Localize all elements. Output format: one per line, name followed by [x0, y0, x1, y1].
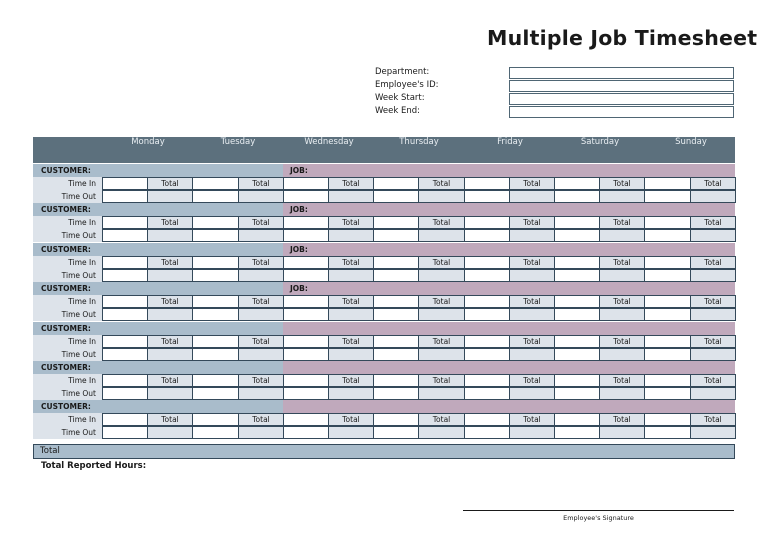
time-cell[interactable]: [464, 413, 510, 426]
job-label: JOB:: [290, 166, 308, 175]
job-band[interactable]: [283, 361, 735, 374]
time-cell[interactable]: [554, 348, 600, 361]
total-cell[interactable]: [418, 348, 465, 361]
time-cell[interactable]: [554, 216, 600, 229]
job-band[interactable]: [283, 400, 735, 413]
customer-band[interactable]: [33, 361, 283, 374]
total-cell[interactable]: [418, 426, 465, 439]
total-cell[interactable]: Total: [238, 295, 284, 308]
total-cell[interactable]: [418, 269, 465, 282]
total-cell[interactable]: [599, 348, 645, 361]
time-out-label: Time Out: [33, 348, 102, 361]
time-cell[interactable]: [554, 295, 600, 308]
time-cell[interactable]: [192, 348, 239, 361]
time-cell[interactable]: [554, 177, 600, 190]
time-cell[interactable]: [644, 374, 691, 387]
total-cell[interactable]: Total: [418, 216, 465, 229]
time-cell[interactable]: [283, 348, 329, 361]
time-cell[interactable]: [554, 387, 600, 400]
total-cell[interactable]: Total: [509, 177, 555, 190]
total-cell[interactable]: [328, 426, 374, 439]
total-cell[interactable]: Total: [328, 413, 374, 426]
time-cell[interactable]: [554, 374, 600, 387]
week-end-field[interactable]: [509, 106, 734, 118]
time-cell[interactable]: [192, 308, 239, 321]
time-cell[interactable]: [464, 269, 510, 282]
total-cell[interactable]: Total: [418, 295, 465, 308]
time-cell[interactable]: [102, 190, 148, 203]
total-cell[interactable]: Total: [328, 177, 374, 190]
total-cell[interactable]: Total: [690, 216, 736, 229]
total-cell[interactable]: [238, 308, 284, 321]
total-cell[interactable]: Total: [328, 216, 374, 229]
total-cell[interactable]: Total: [328, 256, 374, 269]
total-cell[interactable]: Total: [238, 216, 284, 229]
time-cell[interactable]: [464, 216, 510, 229]
total-cell[interactable]: [509, 426, 555, 439]
time-cell[interactable]: [192, 190, 239, 203]
total-cell[interactable]: [509, 269, 555, 282]
job-label: JOB:: [290, 284, 308, 293]
job-band[interactable]: [283, 203, 735, 216]
time-cell[interactable]: [102, 256, 148, 269]
time-cell[interactable]: [283, 190, 329, 203]
time-cell[interactable]: [283, 308, 329, 321]
total-cell[interactable]: Total: [238, 177, 284, 190]
time-cell[interactable]: [464, 335, 510, 348]
total-cell[interactable]: [328, 308, 374, 321]
time-cell[interactable]: [102, 177, 148, 190]
time-cell[interactable]: [192, 177, 239, 190]
time-cell[interactable]: [644, 308, 691, 321]
time-cell[interactable]: [102, 269, 148, 282]
total-cell[interactable]: [509, 190, 555, 203]
time-cell[interactable]: [644, 256, 691, 269]
customer-band[interactable]: [33, 282, 283, 295]
total-cell[interactable]: [328, 229, 374, 242]
time-out-label: Time Out: [33, 229, 102, 242]
time-cell[interactable]: [644, 295, 691, 308]
customer-band[interactable]: [33, 203, 283, 216]
total-cell[interactable]: Total: [509, 374, 555, 387]
total-cell[interactable]: [690, 269, 736, 282]
time-cell[interactable]: [192, 413, 239, 426]
time-cell[interactable]: [192, 426, 239, 439]
time-cell[interactable]: [373, 308, 419, 321]
time-out-label: Time Out: [33, 308, 102, 321]
customer-label: CUSTOMER:: [41, 205, 91, 214]
time-cell[interactable]: [373, 256, 419, 269]
total-cell[interactable]: Total: [147, 335, 193, 348]
page-title: Multiple Job Timesheet: [487, 26, 758, 50]
time-cell[interactable]: [464, 177, 510, 190]
job-band[interactable]: [283, 322, 735, 335]
time-cell[interactable]: [283, 177, 329, 190]
total-cell[interactable]: Total: [690, 413, 736, 426]
time-out-label: Time Out: [33, 269, 102, 282]
total-cell[interactable]: [509, 229, 555, 242]
customer-band[interactable]: [33, 243, 283, 256]
time-cell[interactable]: [283, 413, 329, 426]
time-cell[interactable]: [464, 190, 510, 203]
total-cell[interactable]: [599, 387, 645, 400]
time-cell[interactable]: [102, 308, 148, 321]
time-cell[interactable]: [644, 269, 691, 282]
total-cell[interactable]: [599, 190, 645, 203]
time-cell[interactable]: [373, 229, 419, 242]
customer-label: CUSTOMER:: [41, 324, 91, 333]
time-cell[interactable]: [554, 308, 600, 321]
total-cell[interactable]: Total: [690, 295, 736, 308]
total-cell[interactable]: [690, 190, 736, 203]
time-cell[interactable]: [102, 295, 148, 308]
time-cell[interactable]: [192, 335, 239, 348]
total-cell[interactable]: [147, 426, 193, 439]
total-cell[interactable]: [418, 190, 465, 203]
time-cell[interactable]: [192, 387, 239, 400]
total-cell[interactable]: Total: [238, 256, 284, 269]
customer-label: CUSTOMER:: [41, 363, 91, 372]
total-cell[interactable]: [147, 308, 193, 321]
total-cell[interactable]: [147, 387, 193, 400]
total-cell[interactable]: Total: [690, 374, 736, 387]
total-cell[interactable]: Total: [509, 413, 555, 426]
week-end-label: Week End:: [375, 106, 421, 116]
total-cell[interactable]: [238, 190, 284, 203]
time-cell[interactable]: [102, 216, 148, 229]
time-cell[interactable]: [554, 426, 600, 439]
total-cell[interactable]: Total: [599, 413, 645, 426]
total-cell[interactable]: Total: [418, 374, 465, 387]
total-cell[interactable]: [147, 348, 193, 361]
time-cell[interactable]: [102, 229, 148, 242]
total-cell[interactable]: Total: [147, 295, 193, 308]
time-cell[interactable]: [464, 256, 510, 269]
customer-band[interactable]: [33, 164, 283, 177]
total-cell[interactable]: Total: [147, 374, 193, 387]
time-cell[interactable]: [373, 269, 419, 282]
time-cell[interactable]: [192, 295, 239, 308]
time-cell[interactable]: [373, 387, 419, 400]
employee-id-field[interactable]: [509, 80, 734, 92]
time-cell[interactable]: [283, 216, 329, 229]
time-cell[interactable]: [192, 229, 239, 242]
total-cell[interactable]: [418, 229, 465, 242]
time-cell[interactable]: [373, 426, 419, 439]
time-in-label: Time In: [33, 413, 102, 426]
total-cell[interactable]: Total: [418, 177, 465, 190]
time-cell[interactable]: [283, 335, 329, 348]
total-cell[interactable]: [509, 387, 555, 400]
time-cell[interactable]: [464, 426, 510, 439]
total-cell[interactable]: [509, 308, 555, 321]
total-cell[interactable]: Total: [147, 177, 193, 190]
time-cell[interactable]: [192, 256, 239, 269]
time-cell[interactable]: [464, 229, 510, 242]
time-cell[interactable]: [192, 269, 239, 282]
time-cell[interactable]: [554, 256, 600, 269]
total-bar: Total: [33, 444, 735, 459]
time-in-label: Time In: [33, 216, 102, 229]
total-cell[interactable]: [238, 229, 284, 242]
total-cell[interactable]: [599, 426, 645, 439]
customer-label: CUSTOMER:: [41, 284, 91, 293]
total-cell[interactable]: Total: [418, 256, 465, 269]
total-cell[interactable]: [599, 269, 645, 282]
week-start-label: Week Start:: [375, 93, 425, 103]
total-cell[interactable]: Total: [599, 216, 645, 229]
time-cell[interactable]: [283, 256, 329, 269]
time-cell[interactable]: [373, 216, 419, 229]
time-cell[interactable]: [554, 190, 600, 203]
day-label-wednesday: Wednesday: [304, 137, 354, 147]
time-cell[interactable]: [283, 387, 329, 400]
day-label-monday: Monday: [131, 137, 165, 147]
time-cell[interactable]: [644, 413, 691, 426]
time-cell[interactable]: [283, 295, 329, 308]
total-cell[interactable]: Total: [418, 413, 465, 426]
time-out-label: Time Out: [33, 190, 102, 203]
time-cell[interactable]: [102, 426, 148, 439]
total-cell[interactable]: Total: [418, 335, 465, 348]
department-label: Department:: [375, 67, 430, 77]
total-cell[interactable]: [328, 387, 374, 400]
total-cell[interactable]: Total: [328, 295, 374, 308]
total-cell[interactable]: Total: [328, 374, 374, 387]
time-in-label: Time In: [33, 177, 102, 190]
job-band[interactable]: [283, 243, 735, 256]
total-cell[interactable]: [690, 348, 736, 361]
time-out-label: Time Out: [33, 387, 102, 400]
total-cell[interactable]: Total: [509, 295, 555, 308]
total-cell[interactable]: [238, 426, 284, 439]
time-cell[interactable]: [102, 348, 148, 361]
total-cell[interactable]: Total: [238, 335, 284, 348]
time-in-label: Time In: [33, 335, 102, 348]
time-cell[interactable]: [102, 413, 148, 426]
total-reported-hours-label: Total Reported Hours:: [41, 461, 147, 471]
time-cell[interactable]: [283, 374, 329, 387]
total-cell[interactable]: [147, 229, 193, 242]
time-cell[interactable]: [644, 190, 691, 203]
total-cell[interactable]: [238, 269, 284, 282]
total-cell[interactable]: [690, 387, 736, 400]
total-cell[interactable]: Total: [599, 374, 645, 387]
job-band[interactable]: [283, 282, 735, 295]
time-cell[interactable]: [102, 335, 148, 348]
time-in-label: Time In: [33, 295, 102, 308]
time-cell[interactable]: [644, 387, 691, 400]
time-cell[interactable]: [283, 426, 329, 439]
time-cell[interactable]: [554, 335, 600, 348]
total-cell[interactable]: Total: [599, 295, 645, 308]
time-cell[interactable]: [373, 335, 419, 348]
total-cell[interactable]: [599, 308, 645, 321]
customer-label: CUSTOMER:: [41, 166, 91, 175]
job-label: JOB:: [290, 205, 308, 214]
day-label-tuesday: Tuesday: [220, 137, 256, 147]
week-start-field[interactable]: [509, 93, 734, 105]
time-cell[interactable]: [554, 413, 600, 426]
day-label-thursday: Thursday: [399, 137, 439, 147]
total-cell[interactable]: Total: [690, 256, 736, 269]
total-cell[interactable]: Total: [147, 413, 193, 426]
customer-label: CUSTOMER:: [41, 245, 91, 254]
total-cell[interactable]: [418, 387, 465, 400]
total-cell[interactable]: Total: [509, 335, 555, 348]
total-cell[interactable]: [147, 269, 193, 282]
customer-band[interactable]: [33, 322, 283, 335]
employee-id-label: Employee's ID:: [375, 80, 439, 90]
customer-label: CUSTOMER:: [41, 402, 91, 411]
total-cell[interactable]: [328, 190, 374, 203]
time-out-label: Time Out: [33, 426, 102, 439]
time-cell[interactable]: [464, 295, 510, 308]
total-cell[interactable]: Total: [690, 335, 736, 348]
time-cell[interactable]: [554, 229, 600, 242]
time-cell[interactable]: [644, 335, 691, 348]
job-label: JOB:: [290, 245, 308, 254]
department-field[interactable]: [509, 67, 734, 79]
time-cell[interactable]: [644, 216, 691, 229]
total-cell[interactable]: [509, 348, 555, 361]
total-cell[interactable]: [328, 269, 374, 282]
signature-line[interactable]: [463, 510, 734, 511]
day-label-friday: Friday: [497, 137, 523, 147]
customer-band[interactable]: [33, 400, 283, 413]
total-cell[interactable]: [690, 426, 736, 439]
total-cell[interactable]: [690, 229, 736, 242]
total-cell[interactable]: Total: [147, 216, 193, 229]
time-cell[interactable]: [373, 348, 419, 361]
time-cell[interactable]: [283, 269, 329, 282]
time-cell[interactable]: [192, 216, 239, 229]
time-cell[interactable]: [283, 229, 329, 242]
total-cell[interactable]: Total: [328, 335, 374, 348]
time-cell[interactable]: [644, 348, 691, 361]
time-cell[interactable]: [373, 413, 419, 426]
time-cell[interactable]: [102, 387, 148, 400]
total-cell[interactable]: Total: [147, 256, 193, 269]
job-band[interactable]: [283, 164, 735, 177]
time-cell[interactable]: [644, 229, 691, 242]
total-cell[interactable]: [690, 308, 736, 321]
total-cell[interactable]: [147, 190, 193, 203]
time-cell[interactable]: [373, 295, 419, 308]
time-cell[interactable]: [644, 426, 691, 439]
time-cell[interactable]: [464, 308, 510, 321]
total-cell[interactable]: Total: [238, 413, 284, 426]
total-cell[interactable]: [238, 387, 284, 400]
total-cell[interactable]: Total: [599, 335, 645, 348]
total-cell[interactable]: Total: [599, 177, 645, 190]
signature-label: Employee's Signature: [563, 514, 634, 522]
time-cell[interactable]: [464, 348, 510, 361]
time-cell[interactable]: [554, 269, 600, 282]
total-cell[interactable]: [238, 348, 284, 361]
total-cell[interactable]: Total: [690, 177, 736, 190]
day-label-saturday: Saturday: [580, 137, 620, 147]
time-cell[interactable]: [644, 177, 691, 190]
total-cell[interactable]: [418, 308, 465, 321]
time-cell[interactable]: [464, 387, 510, 400]
total-cell[interactable]: [599, 229, 645, 242]
time-cell[interactable]: [464, 374, 510, 387]
time-cell[interactable]: [192, 374, 239, 387]
time-cell[interactable]: [102, 374, 148, 387]
time-cell[interactable]: [373, 190, 419, 203]
total-cell[interactable]: Total: [509, 256, 555, 269]
time-cell[interactable]: [373, 374, 419, 387]
time-in-label: Time In: [33, 374, 102, 387]
time-in-label: Time In: [33, 256, 102, 269]
day-label-sunday: Sunday: [675, 137, 707, 147]
total-cell[interactable]: [328, 348, 374, 361]
total-cell[interactable]: Total: [509, 216, 555, 229]
time-cell[interactable]: [373, 177, 419, 190]
total-cell[interactable]: Total: [238, 374, 284, 387]
total-cell[interactable]: Total: [599, 256, 645, 269]
